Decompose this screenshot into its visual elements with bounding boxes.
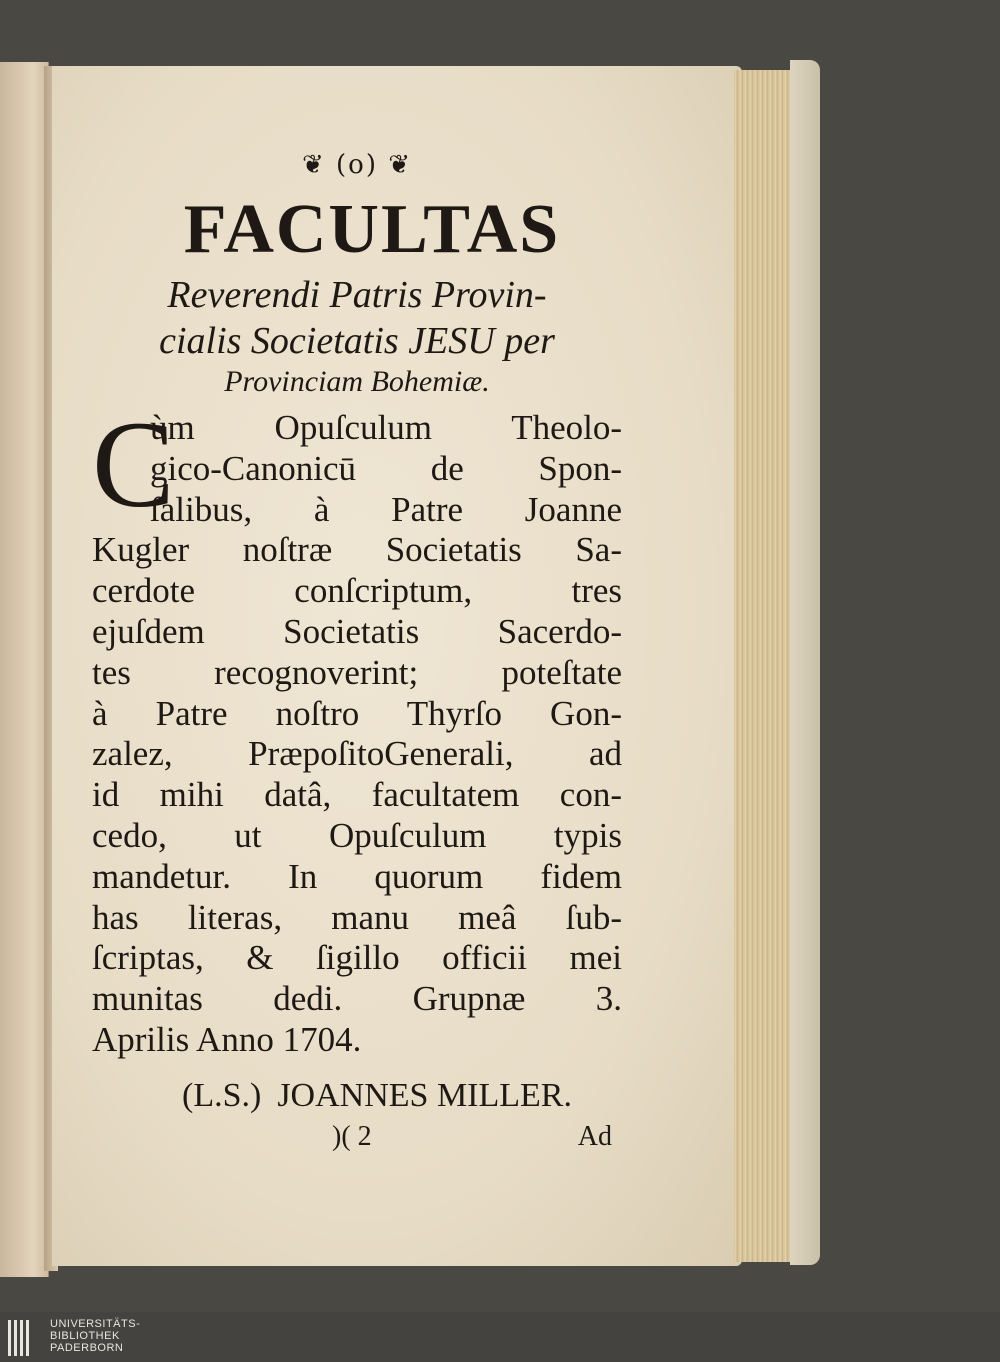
left-page-edge	[0, 62, 49, 1277]
signatory-name: JOANNES MILLER.	[277, 1076, 572, 1114]
subtitle	[92, 272, 622, 400]
body-line: has literas, manu meâ ſub-	[92, 897, 622, 937]
body-line: Kugler noſtræ Societatis Sa-	[92, 530, 622, 570]
body-line: ſcriptas, & ſigillo officii mei	[92, 938, 622, 978]
library-logo-icon	[8, 1320, 44, 1356]
subtitle-line: cialis Societatis JESU per	[159, 320, 555, 362]
signature-line	[92, 1077, 622, 1115]
body-line: cerdote conſcriptum, tres	[92, 571, 622, 611]
subtitle-line: Provinciam Bohemiæ.	[224, 365, 490, 398]
ornament-icon: ❦	[377, 150, 413, 180]
drop-cap: C	[92, 396, 175, 533]
library-bar	[0, 1312, 1000, 1362]
catchword: Ad	[577, 1120, 612, 1152]
body-line: ùm Opuſculum Theolo-	[150, 408, 622, 447]
ornament-text: (o)	[336, 150, 378, 180]
body-line: ſalibus, à Patre Joanne	[150, 489, 622, 529]
body-text	[92, 396, 622, 1061]
library-name-line: BIBLIOTHEK	[50, 1330, 120, 1342]
library-name	[50, 1318, 140, 1354]
library-name-line: PADERBORN	[50, 1342, 124, 1354]
ornament-icon: ❦	[301, 150, 337, 180]
page-ornament	[92, 150, 622, 190]
signature-mark: )( 2	[332, 1120, 372, 1152]
subtitle-line: Reverendi Patris Provin-	[167, 274, 547, 316]
page-text	[92, 150, 622, 1157]
library-name-line: UNIVERSITÄTS-	[50, 1318, 141, 1330]
cover-edge	[790, 60, 820, 1265]
body-line: munitas dedi. Grupnæ 3.	[92, 979, 622, 1019]
seal-mark: (L.S.)	[182, 1076, 262, 1114]
body-line: à Patre noſtro Thyrſo Gon-	[92, 693, 622, 733]
body-line: tes recognoverint; poteſtate	[92, 652, 622, 692]
body-line: gico-Canonicū de Spon-	[150, 448, 622, 488]
body-line: mandetur. In quorum fidem	[92, 856, 622, 896]
page-title: FACULTAS	[183, 191, 561, 268]
body-line: cedo, ut Opuſculum typis	[92, 815, 622, 855]
page-footer	[92, 1121, 622, 1157]
body-line: Aprilis Anno 1704.	[92, 1019, 362, 1059]
body-line: zalez, PræpoſitoGenerali, ad	[92, 734, 622, 774]
body-line: id mihi datâ, facultatem con-	[92, 775, 622, 815]
body-line: ejuſdem Societatis Sacerdo-	[92, 611, 622, 651]
